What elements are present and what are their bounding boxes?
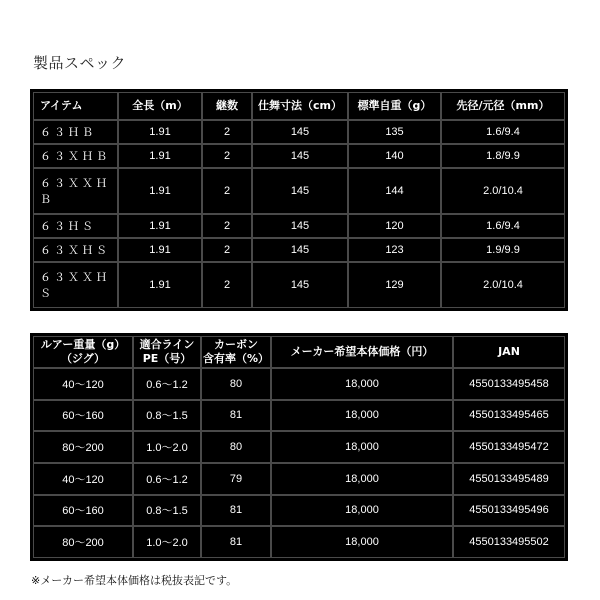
spec-table-row — [33, 214, 565, 238]
spec-table-row — [33, 144, 565, 168]
header-item: アイテム — [33, 92, 118, 120]
price-table-header-row — [33, 336, 565, 368]
header-length: 全長（m） — [118, 92, 202, 120]
spec-table — [33, 92, 565, 308]
price-table-row — [33, 463, 565, 495]
spec-table-header-row — [33, 92, 565, 120]
cell-line-pe: 0.8～1.5 — [133, 400, 201, 432]
cell-pieces: 2 — [202, 120, 252, 144]
cell-weight: 120 — [348, 214, 441, 238]
cell-price: 18,000 — [271, 431, 453, 463]
cell-item: ６３ＸＨＢ — [33, 144, 118, 168]
cell-diameter: 1.6/9.4 — [441, 214, 565, 238]
cell-pieces: 2 — [202, 144, 252, 168]
cell-line-pe: 1.0～2.0 — [133, 526, 201, 558]
price-table-row — [33, 368, 565, 400]
cell-length: 1.91 — [118, 262, 202, 308]
price-table-row — [33, 400, 565, 432]
cell-closed-length: 145 — [252, 238, 348, 262]
footnote: ※メーカー希望本体価格は税抜表記です。 — [31, 574, 238, 587]
cell-jan: 4550133495502 — [453, 526, 565, 558]
cell-length: 1.91 — [118, 120, 202, 144]
cell-lure-weight: 80～200 — [33, 526, 133, 558]
cell-jan: 4550133495458 — [453, 368, 565, 400]
cell-weight: 129 — [348, 262, 441, 308]
cell-jan: 4550133495489 — [453, 463, 565, 495]
cell-diameter: 2.0/10.4 — [441, 262, 565, 308]
cell-weight: 123 — [348, 238, 441, 262]
header-weight: 標準自重（g） — [348, 92, 441, 120]
cell-closed-length: 145 — [252, 120, 348, 144]
header-closed-length: 仕舞寸法（cm） — [252, 92, 348, 120]
cell-weight: 135 — [348, 120, 441, 144]
header-jan: JAN — [453, 336, 565, 368]
cell-carbon: 81 — [201, 495, 271, 527]
cell-line-pe: 0.8～1.5 — [133, 495, 201, 527]
cell-carbon: 81 — [201, 526, 271, 558]
cell-weight: 140 — [348, 144, 441, 168]
price-table-container — [30, 333, 568, 561]
price-table-row — [33, 526, 565, 558]
cell-carbon: 79 — [201, 463, 271, 495]
cell-closed-length: 145 — [252, 262, 348, 308]
cell-pieces: 2 — [202, 168, 252, 214]
price-table-row — [33, 431, 565, 463]
cell-item: ６３ＸＨＳ — [33, 238, 118, 262]
cell-closed-length: 145 — [252, 168, 348, 214]
cell-diameter: 1.9/9.9 — [441, 238, 565, 262]
cell-jan: 4550133495496 — [453, 495, 565, 527]
header-lure-weight — [33, 336, 133, 368]
header-pieces: 継数 — [202, 92, 252, 120]
cell-carbon: 80 — [201, 431, 271, 463]
cell-lure-weight: 60～160 — [33, 400, 133, 432]
cell-length: 1.91 — [118, 144, 202, 168]
header-line-pe-line2: PE（号） — [142, 352, 192, 365]
cell-item: ６３ＨＢ — [33, 120, 118, 144]
cell-lure-weight: 40～120 — [33, 463, 133, 495]
cell-item: ６３ＨＳ — [33, 214, 118, 238]
cell-pieces: 2 — [202, 214, 252, 238]
cell-diameter: 1.6/9.4 — [441, 120, 565, 144]
header-line-pe — [133, 336, 201, 368]
cell-length: 1.91 — [118, 168, 202, 214]
spec-table-row — [33, 120, 565, 144]
cell-price: 18,000 — [271, 368, 453, 400]
cell-weight: 144 — [348, 168, 441, 214]
cell-length: 1.91 — [118, 214, 202, 238]
spec-table-row — [33, 238, 565, 262]
cell-price: 18,000 — [271, 495, 453, 527]
header-carbon — [201, 336, 271, 368]
page-title: 製品スペック — [33, 54, 127, 72]
price-table-row — [33, 495, 565, 527]
price-table — [33, 336, 565, 558]
cell-jan: 4550133495472 — [453, 431, 565, 463]
cell-line-pe: 0.6～1.2 — [133, 463, 201, 495]
cell-carbon: 81 — [201, 400, 271, 432]
cell-closed-length: 145 — [252, 214, 348, 238]
cell-jan: 4550133495465 — [453, 400, 565, 432]
header-line-pe-line1: 適合ライン — [139, 338, 195, 352]
header-carbon-line2: 含有率（%） — [202, 352, 270, 365]
cell-diameter: 2.0/10.4 — [441, 168, 565, 214]
header-price: メーカー希望本体価格（円） — [271, 336, 453, 368]
cell-item: ６３ＸＸＨＢ — [33, 168, 118, 214]
spec-table-row — [33, 168, 565, 214]
cell-lure-weight: 60～160 — [33, 495, 133, 527]
cell-lure-weight: 40～120 — [33, 368, 133, 400]
cell-price: 18,000 — [271, 526, 453, 558]
cell-carbon: 80 — [201, 368, 271, 400]
cell-diameter: 1.8/9.9 — [441, 144, 565, 168]
header-carbon-line1: カーボン — [214, 338, 258, 352]
cell-closed-length: 145 — [252, 144, 348, 168]
cell-lure-weight: 80～200 — [33, 431, 133, 463]
spec-table-row — [33, 262, 565, 308]
cell-pieces: 2 — [202, 262, 252, 308]
cell-length: 1.91 — [118, 238, 202, 262]
cell-line-pe: 1.0～2.0 — [133, 431, 201, 463]
header-lure-weight-line1: ルアー重量（g） — [40, 338, 126, 352]
cell-item: ６３ＸＸＨＳ — [33, 262, 118, 308]
cell-price: 18,000 — [271, 463, 453, 495]
header-tip-butt-diameter: 先径/元径（mm） — [441, 92, 565, 120]
header-lure-weight-line2: （ジグ） — [60, 352, 106, 365]
cell-pieces: 2 — [202, 238, 252, 262]
cell-line-pe: 0.6～1.2 — [133, 368, 201, 400]
spec-table-container — [30, 89, 568, 311]
cell-price: 18,000 — [271, 400, 453, 432]
